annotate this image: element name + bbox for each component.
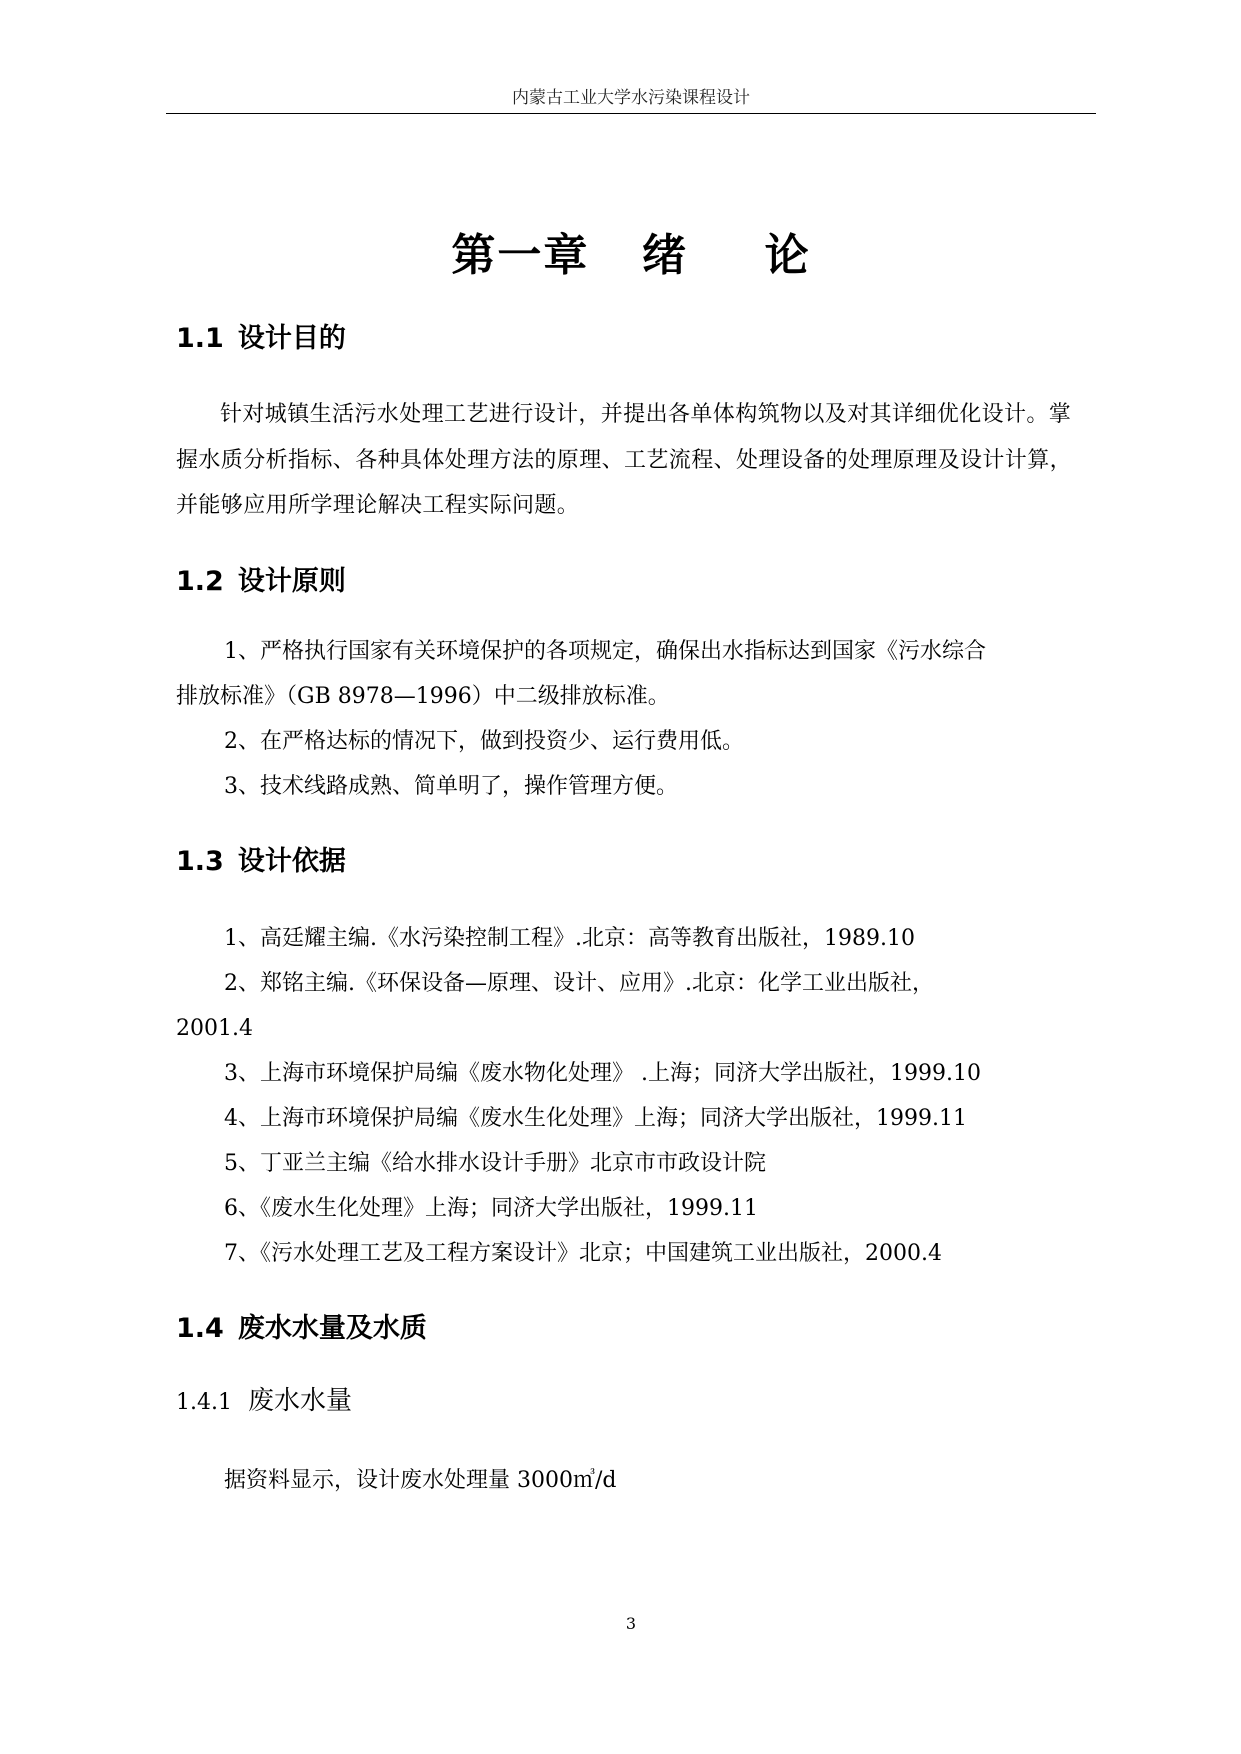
reference-item: 2、郑铭主编.《环保设备—原理、设计、应用》.北京：化学工业出版社， bbox=[224, 971, 934, 996]
subsection-title: 废水水量 bbox=[247, 1386, 352, 1416]
chapter-title-left: 第一章 bbox=[451, 230, 590, 281]
section-title: 废水水量及水质 bbox=[237, 1313, 427, 1344]
principle-item: 3、技术线路成熟、简单明了，操作管理方便。 bbox=[224, 774, 678, 799]
section-title: 设计目的 bbox=[237, 323, 346, 354]
section-number: 1.1 bbox=[176, 323, 224, 354]
subsection-heading-1-4-1 bbox=[176, 1384, 352, 1420]
principle-item-continued: 排放标准》（GB 8978—1996）中二级排放标准。 bbox=[176, 684, 670, 709]
section-number: 1.4 bbox=[176, 1313, 224, 1344]
section-title: 设计原则 bbox=[237, 566, 346, 597]
principle-item: 2、在严格达标的情况下，做到投资少、运行费用低。 bbox=[224, 729, 744, 754]
reference-item: 7、《污水处理工艺及工程方案设计》北京；中国建筑工业出版社，2000.4 bbox=[224, 1241, 942, 1266]
section-1-1-body: 针对城镇生活污水处理工艺进行设计，并提出各单体构筑物以及对其详细优化设计。掌握水质分析指标、各种具体处理方法的原理、工艺流程、处理设备的处理原理及设计计算，并能够应用所学理论解决工程实际问题。 bbox=[176, 402, 1073, 518]
chapter-title-right: 论 bbox=[764, 230, 811, 281]
principle-item: 1、严格执行国家有关环境保护的各项规定，确保出水指标达到国家《污水综合 bbox=[224, 639, 986, 664]
reference-item-continued: 2001.4 bbox=[176, 1016, 253, 1041]
running-header: 内蒙古工业大学水污染课程设计 bbox=[512, 88, 750, 108]
subsection-number: 1.4.1 bbox=[176, 1390, 232, 1415]
reference-item: 5、丁亚兰主编《给水排水设计手册》北京市市政设计院 bbox=[224, 1151, 766, 1176]
section-number: 1.2 bbox=[176, 566, 224, 597]
chapter-title bbox=[166, 228, 1096, 284]
section-heading-1-1 bbox=[176, 322, 346, 356]
reference-item: 3、上海市环境保护局编《废水物化处理》 .上海；同济大学出版社，1999.10 bbox=[224, 1061, 981, 1086]
reference-item: 4、上海市环境保护局编《废水生化处理》上海；同济大学出版社，1999.11 bbox=[224, 1106, 967, 1131]
page-number: 3 bbox=[625, 1614, 637, 1633]
chapter-title-mid: 绪 bbox=[642, 230, 688, 281]
reference-item: 6、《废水生化处理》上海；同济大学出版社，1999.11 bbox=[224, 1196, 758, 1221]
reference-item: 1、高廷耀主编.《水污染控制工程》.北京：高等教育出版社，1989.10 bbox=[224, 926, 915, 951]
section-title: 设计依据 bbox=[237, 846, 346, 877]
header-rule bbox=[166, 113, 1096, 114]
section-heading-1-3 bbox=[176, 845, 346, 879]
section-heading-1-4 bbox=[176, 1312, 427, 1346]
section-number: 1.3 bbox=[176, 846, 224, 877]
subsection-1-4-1-body: 据资料显示，设计废水处理量 3000㎥/d bbox=[224, 1468, 617, 1493]
section-heading-1-2 bbox=[176, 565, 346, 599]
